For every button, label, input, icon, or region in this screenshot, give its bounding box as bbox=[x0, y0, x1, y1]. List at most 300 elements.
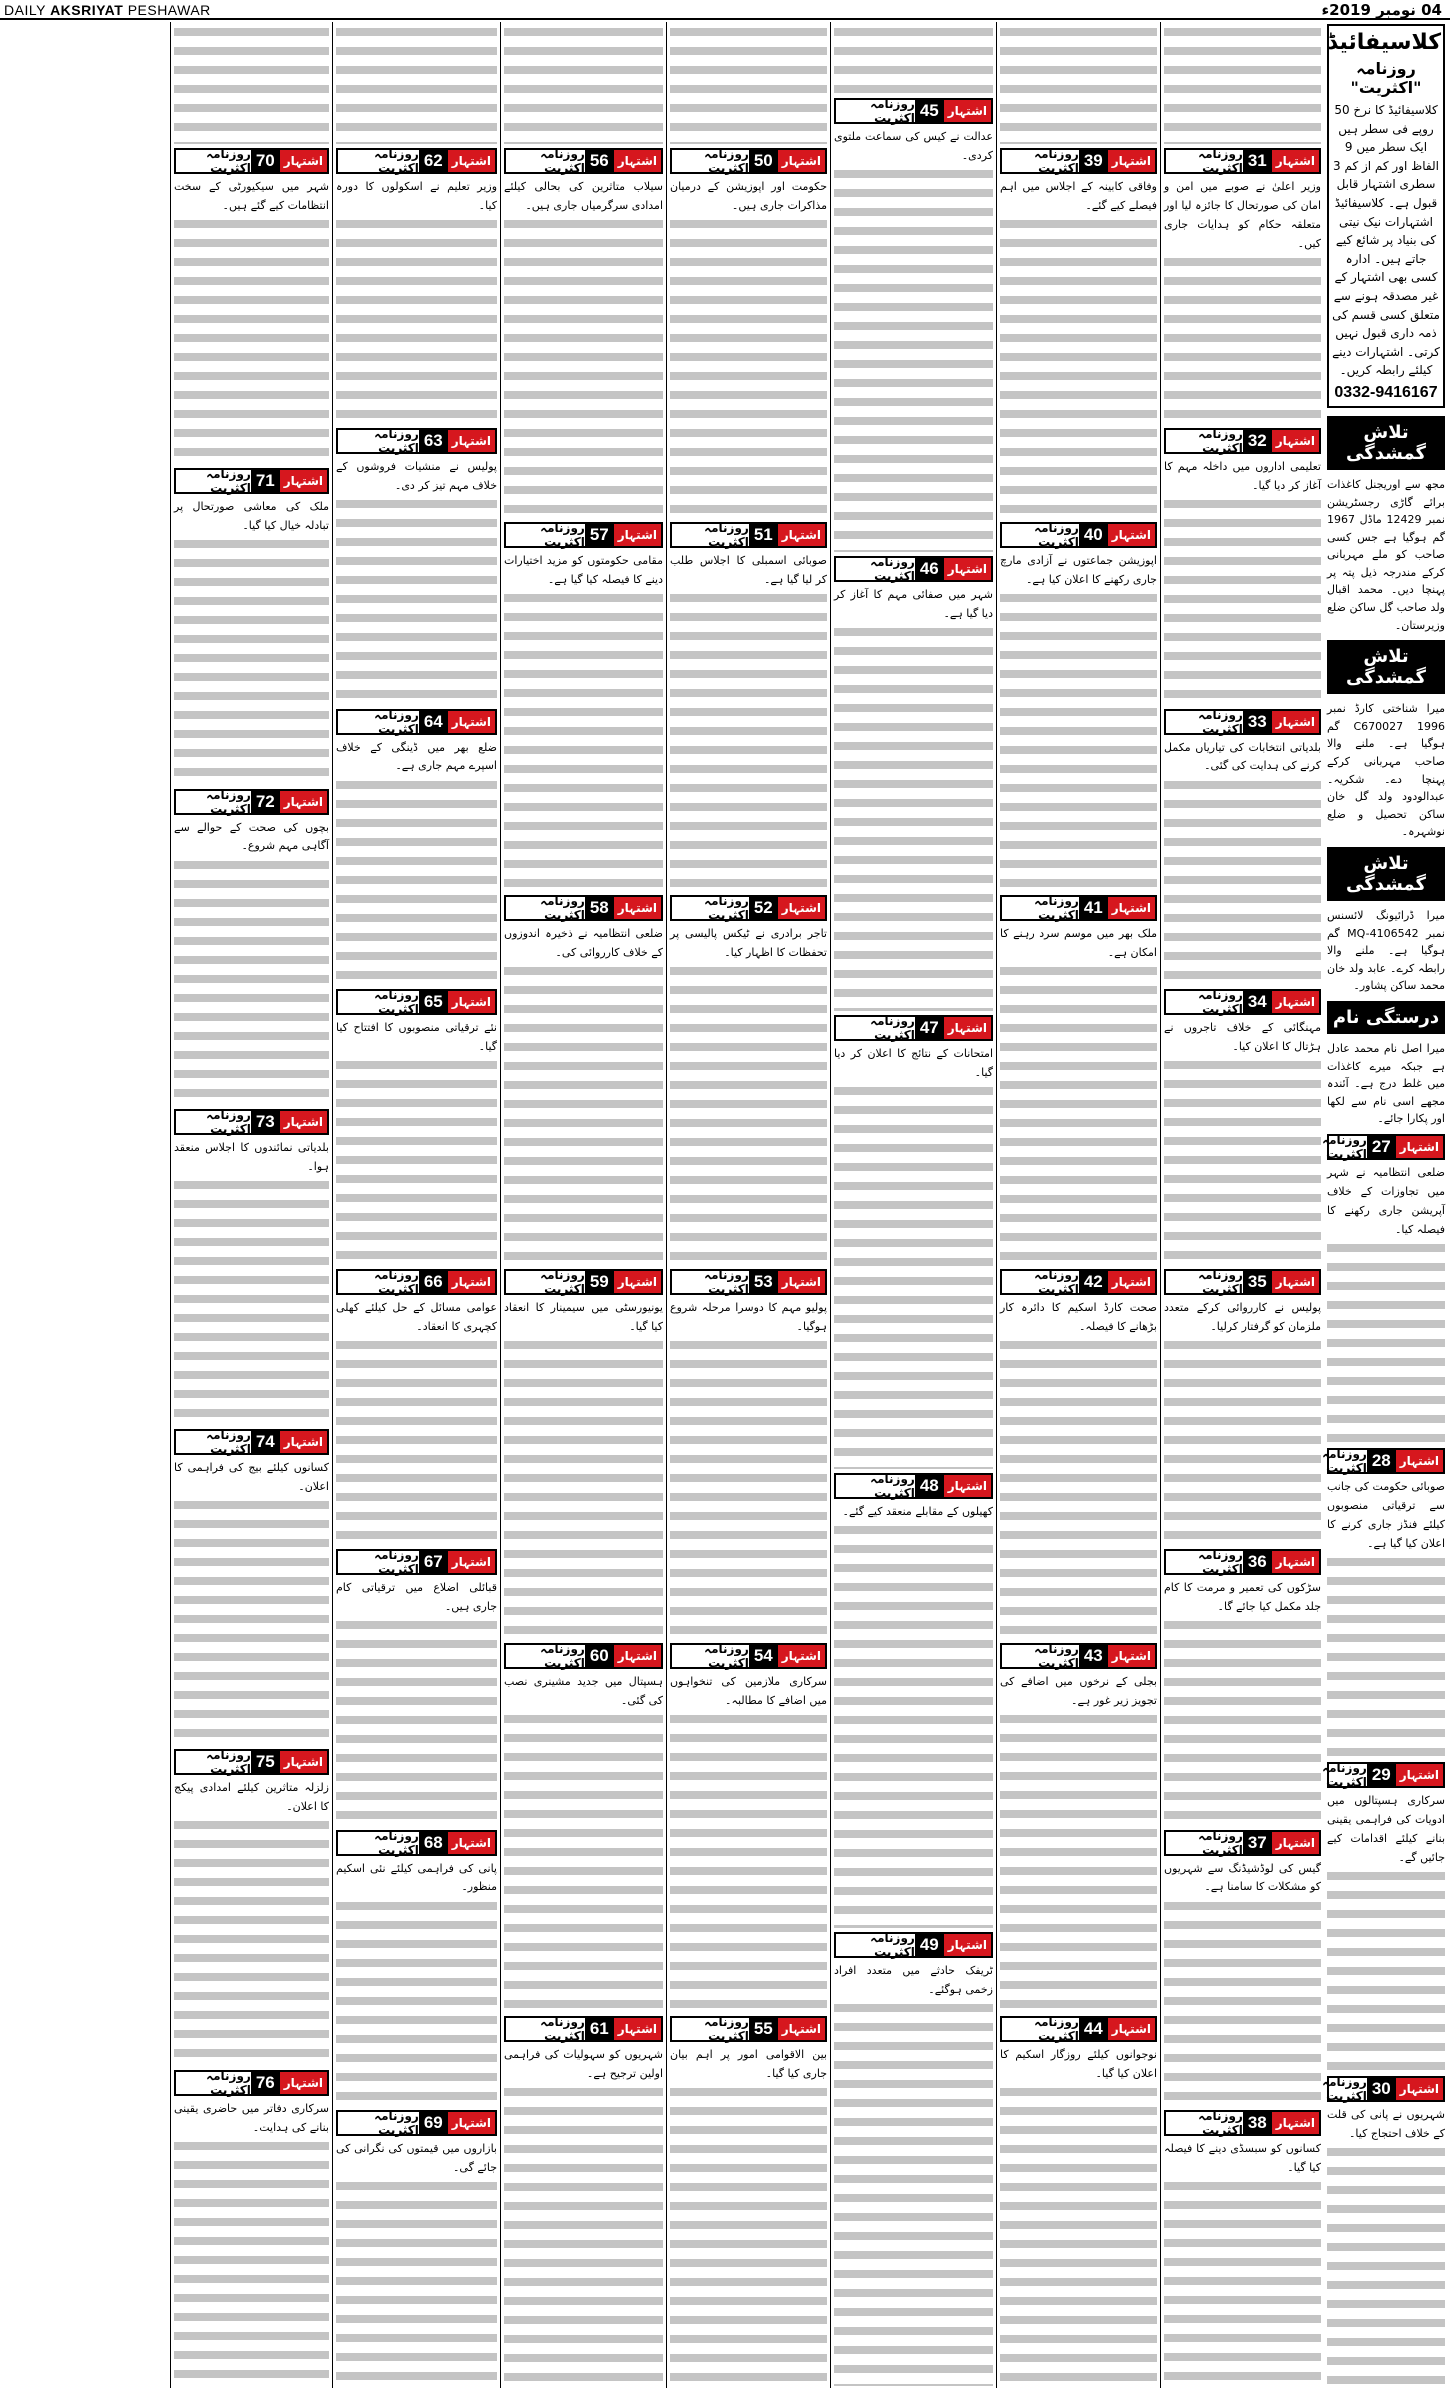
ad-number: 43 bbox=[1079, 1645, 1108, 1667]
ad-tag: اشتہار bbox=[1108, 1271, 1155, 1293]
ad-publisher-name: روزنامہ اکثریت bbox=[206, 147, 251, 175]
ad-tag: اشتہار bbox=[778, 897, 825, 919]
ad-text: پولیو مہم کا دوسرا مرحلہ شروع ہوگیا۔ bbox=[670, 1299, 827, 1337]
ad-text-block bbox=[1000, 178, 1157, 518]
ad-publisher-name: روزنامہ اکثریت bbox=[1034, 1641, 1079, 1670]
ad-publisher-name: روزنامہ اکثریت bbox=[206, 2068, 251, 2097]
ad-text: سیلاب متاثرین کی بحالی کیلئے امدادی سرگرمیاں جاری ہیں۔ bbox=[504, 178, 663, 216]
ad-text-block bbox=[504, 1299, 663, 1639]
ad-text-block bbox=[834, 586, 993, 1010]
ad-tag: اشتہار bbox=[280, 2072, 327, 2094]
ad-label-box bbox=[504, 1269, 663, 1295]
ad-publisher-name: روزنامہ اکثریت bbox=[1034, 1268, 1079, 1297]
ad-tag: اشتہار bbox=[1108, 1645, 1155, 1667]
ad-text: اپوزیشن جماعتوں نے آزادی مارچ جاری رکھنے کا اعلان کیا ہے۔ bbox=[1000, 552, 1157, 590]
ad-number: 62 bbox=[419, 150, 448, 172]
lost-notice-text: میرا ڈرائیونگ لائسنس نمبر MQ-4106542 گم ہوگیا ہے۔ ملنے والا رابطہ کرے۔ عابد ولد خان محمد ساکن پشاور۔ bbox=[1327, 909, 1445, 993]
ad-label-box bbox=[1164, 148, 1321, 174]
ad-text-lines bbox=[670, 1673, 827, 2013]
ad-tag: اشتہار bbox=[944, 558, 991, 580]
brand-name: AKSRIYAT bbox=[50, 2, 124, 18]
ad-number: 76 bbox=[251, 2072, 280, 2094]
ad-publisher-name: روزنامہ اکثریت bbox=[870, 1930, 915, 1959]
ad-text-block bbox=[174, 24, 329, 144]
ad-text-block bbox=[834, 1045, 993, 1469]
ad-label-box bbox=[670, 2016, 827, 2042]
ad-text-block bbox=[336, 2140, 497, 2386]
ad-publisher-name: روزنامہ اکثریت bbox=[1322, 1446, 1367, 1475]
ad-publisher-name: روزنامہ اکثریت bbox=[704, 147, 749, 175]
ad-text: وفاقی کابینہ کے اجلاس میں اہم فیصلے کیے گئے۔ bbox=[1000, 178, 1157, 216]
ad-text: بلدیاتی انتخابات کی تیاریاں مکمل کرنے کی ہدایت کی گئی۔ bbox=[1164, 739, 1321, 777]
ad-text: سرکاری دفاتر میں حاضری یقینی بنانے کی ہدایت۔ bbox=[174, 2100, 329, 2138]
classified-column bbox=[1324, 22, 1448, 2388]
ad-publisher-name: روزنامہ اکثریت bbox=[704, 1641, 749, 1670]
ad-text-block bbox=[1327, 2106, 1445, 2386]
ad-tag: اشتہار bbox=[614, 1271, 661, 1293]
ad-number: 47 bbox=[915, 1017, 944, 1039]
ad-tag: اشتہار bbox=[778, 1271, 825, 1293]
ad-label-box bbox=[1000, 522, 1157, 548]
ad-text-lines bbox=[1000, 925, 1157, 1265]
ad-number: 65 bbox=[419, 991, 448, 1013]
ad-publisher-name: روزنامہ اکثریت bbox=[1198, 987, 1243, 1016]
newspaper-brand bbox=[4, 2, 211, 18]
ad-text: نئے ترقیاتی منصوبوں کا افتتاح کیا گیا۔ bbox=[336, 1019, 497, 1057]
ad-number: 32 bbox=[1243, 430, 1272, 452]
ad-text-lines bbox=[1327, 2106, 1445, 2386]
ad-number: 48 bbox=[915, 1475, 944, 1497]
ad-tag: اشتہار bbox=[448, 1551, 495, 1573]
ad-text: عدالت نے کیس کی سماعت ملتوی کردی۔ bbox=[834, 128, 993, 166]
ad-number: 67 bbox=[419, 1551, 448, 1573]
ad-column bbox=[500, 22, 666, 2388]
ad-text: تعلیمی اداروں میں داخلہ مہم کا آغاز کر دیا گیا۔ bbox=[1164, 458, 1321, 496]
ad-text-block bbox=[336, 1579, 497, 1825]
ad-number: 75 bbox=[251, 1751, 280, 1773]
ad-tag: اشتہار bbox=[448, 1832, 495, 1854]
ad-text-lines bbox=[174, 2100, 329, 2386]
ad-text-lines bbox=[1000, 1299, 1157, 1639]
ad-text-lines bbox=[1000, 552, 1157, 892]
ad-text: عوامی مسائل کے حل کیلئے کھلی کچہری کا انعقاد۔ bbox=[336, 1299, 497, 1337]
classified-body: کلاسیفائیڈ کا نرخ 50 روپے فی سطر ہیں ایک سطر میں 9 الفاظ اور کم از کم 3 سطری اشتہار قابل قبول ہے۔ کلاسیفائیڈ اشتہارات نیک نیتی کی بنیاد پر شائع کیے جاتے ہیں۔ ادارہ کسی بھی اشتہار کے غیر مصدقہ ہونے سے متعلق کسی قسم کی ذمہ داری قبول نہیں کرتی۔ اشتہارات دینے کیلئے رابطہ کریں۔ bbox=[1332, 103, 1440, 378]
ad-tag: اشتہار bbox=[1272, 1832, 1319, 1854]
ad-text: کسانوں کو سبسڈی دینے کا فیصلہ کیا گیا۔ bbox=[1164, 2140, 1321, 2178]
ad-text-lines bbox=[1164, 24, 1321, 144]
ad-label-box bbox=[1164, 1269, 1321, 1295]
ad-number: 46 bbox=[915, 558, 944, 580]
ad-text-block bbox=[174, 1139, 329, 1425]
ad-tag: اشتہار bbox=[448, 430, 495, 452]
ad-text: پولیس نے کارروائی کرکے متعدد ملزمان کو گرفتار کرلیا۔ bbox=[1164, 1299, 1321, 1337]
ad-label-box bbox=[834, 1015, 993, 1041]
ad-publisher-name: روزنامہ اکثریت bbox=[374, 427, 419, 456]
ad-text-block bbox=[1164, 2140, 1321, 2386]
ad-number: 28 bbox=[1367, 1450, 1396, 1472]
issue-date: 04 نومبر 2019ء bbox=[1321, 1, 1442, 19]
ad-tag: اشتہار bbox=[614, 897, 661, 919]
ad-label-box bbox=[1000, 1643, 1157, 1669]
ad-label-box bbox=[336, 428, 497, 454]
ad-text-block bbox=[504, 925, 663, 1265]
lost-notice-text: مجھ سے اوریجنل کاغذات برائے گاڑی رجسٹریشن نمبر 12429 ماڈل 1967 گم ہوگیا ہے جس کسی صاحب کو ملے مہربانی کرکے مندرجہ ذیل پتہ پر پہنچا دیں۔ محمد اقبال ولد صاحب گل ساکن ضلع وزیرستان۔ bbox=[1327, 477, 1445, 632]
ad-text-block bbox=[1164, 1299, 1321, 1545]
ad-label-box bbox=[1164, 1549, 1321, 1575]
ad-label-box bbox=[834, 556, 993, 582]
ad-tag: اشتہار bbox=[1396, 1136, 1443, 1158]
ad-number: 50 bbox=[749, 150, 778, 172]
ad-text: ٹریفک حادثے میں متعدد افراد زخمی ہوگئے۔ bbox=[834, 1962, 993, 2000]
ad-publisher-name: روزنامہ اکثریت bbox=[1322, 1132, 1367, 1161]
ad-number: 72 bbox=[251, 791, 280, 813]
ad-label-box bbox=[1000, 895, 1157, 921]
ad-text-lines bbox=[834, 1045, 993, 1469]
ad-text-lines bbox=[174, 178, 329, 464]
ad-publisher-name: روزنامہ اکثریت bbox=[704, 1268, 749, 1297]
ad-publisher-name: روزنامہ اکثریت bbox=[1034, 520, 1079, 549]
ad-text-lines bbox=[1000, 24, 1157, 144]
ad-text-block bbox=[1000, 552, 1157, 892]
ad-label-box bbox=[1164, 709, 1321, 735]
ad-publisher-name: روزنامہ اکثریت bbox=[1322, 2074, 1367, 2103]
ad-text-lines bbox=[834, 1962, 993, 2386]
name-change-text: میرا اصل نام محمد عادل ہے جبکہ میرے کاغذات میں غلط درج ہے۔ آئندہ مجھے اسی نام سے لکھا اور پکارا جائے۔ bbox=[1327, 1041, 1445, 1126]
ad-number: 58 bbox=[585, 897, 614, 919]
ad-text-block bbox=[336, 178, 497, 424]
ad-number: 40 bbox=[1079, 524, 1108, 546]
ad-label-box bbox=[174, 1429, 329, 1455]
ad-number: 56 bbox=[585, 150, 614, 172]
ad-text-lines bbox=[670, 552, 827, 892]
ad-label-box bbox=[504, 1643, 663, 1669]
ad-column bbox=[332, 22, 500, 2388]
ad-label-box bbox=[174, 148, 329, 174]
ad-number: 37 bbox=[1243, 1832, 1272, 1854]
ad-tag: اشتہار bbox=[448, 711, 495, 733]
ad-text: مقامی حکومتوں کو مزید اختیارات دینے کا فیصلہ کیا گیا ہے۔ bbox=[504, 552, 663, 590]
ad-label-box bbox=[670, 522, 827, 548]
ad-publisher-name: روزنامہ اکثریت bbox=[1034, 147, 1079, 175]
ad-number: 49 bbox=[915, 1934, 944, 1956]
ad-publisher-name: روزنامہ اکثریت bbox=[1198, 707, 1243, 736]
ad-text-block bbox=[670, 2046, 827, 2386]
ad-text-block bbox=[1164, 24, 1321, 144]
classified-subtitle: روزنامہ "اکثریت" bbox=[1350, 59, 1422, 97]
ad-publisher-name: روزنامہ اکثریت bbox=[540, 2015, 585, 2044]
ad-number: 38 bbox=[1243, 2112, 1272, 2134]
ad-label-box bbox=[174, 789, 329, 815]
ad-publisher-name: روزنامہ اکثریت bbox=[206, 1428, 251, 1457]
ad-publisher-name: روزنامہ اکثریت bbox=[704, 520, 749, 549]
ad-text-lines bbox=[834, 1503, 993, 1927]
ad-number: 66 bbox=[419, 1271, 448, 1293]
ad-text-block bbox=[174, 1459, 329, 1745]
ad-text-block bbox=[504, 2046, 663, 2386]
ad-number: 27 bbox=[1367, 1136, 1396, 1158]
ad-text-lines bbox=[670, 925, 827, 1265]
ad-text: کسانوں کیلئے بیج کی فراہمی کا اعلان۔ bbox=[174, 1459, 329, 1497]
ad-tag: اشتہار bbox=[944, 1934, 991, 1956]
ad-tag: اشتہار bbox=[1108, 897, 1155, 919]
lost-notice-title: تلاش گمشدگی bbox=[1327, 640, 1445, 694]
ad-tag: اشتہار bbox=[280, 1111, 327, 1133]
ad-text-lines bbox=[174, 1459, 329, 1745]
ad-tag: اشتہار bbox=[280, 150, 327, 172]
ad-text: گیس کی لوڈشیڈنگ سے شہریوں کو مشکلات کا سامنا ہے۔ bbox=[1164, 1860, 1321, 1898]
ad-publisher-name: روزنامہ اکثریت bbox=[1198, 1548, 1243, 1577]
ad-text: پانی کی فراہمی کیلئے نئی اسکیم منظور۔ bbox=[336, 1860, 497, 1898]
ad-number: 63 bbox=[419, 430, 448, 452]
ad-text-block bbox=[1327, 1164, 1445, 1444]
ad-text-lines bbox=[670, 1299, 827, 1639]
ad-text-lines bbox=[1000, 178, 1157, 518]
ad-text: پولیس نے منشیات فروشوں کے خلاف مہم تیز کر دی۔ bbox=[336, 458, 497, 496]
ad-text: شہریوں کو سہولیات کی فراہمی اولین ترجیح ہے۔ bbox=[504, 2046, 663, 2084]
ad-text: ملک بھر میں موسم سرد رہنے کا امکان ہے۔ bbox=[1000, 925, 1157, 963]
ad-number: 34 bbox=[1243, 991, 1272, 1013]
ad-tag: اشتہار bbox=[944, 1017, 991, 1039]
ad-label-box bbox=[336, 1269, 497, 1295]
ad-publisher-name: روزنامہ اکثریت bbox=[540, 1268, 585, 1297]
ad-number: 29 bbox=[1367, 1764, 1396, 1786]
ad-label-box bbox=[670, 1643, 827, 1669]
ad-text-lines bbox=[834, 586, 993, 1010]
ad-text-block bbox=[336, 1299, 497, 1545]
ad-text-lines bbox=[504, 24, 663, 144]
ad-column bbox=[830, 22, 996, 2388]
newspaper-page bbox=[2, 22, 1448, 2388]
ad-publisher-name: روزنامہ اکثریت bbox=[206, 1748, 251, 1777]
ad-publisher-name: روزنامہ اکثریت bbox=[374, 707, 419, 736]
ad-label-box bbox=[834, 1473, 993, 1499]
ad-label-box bbox=[504, 895, 663, 921]
ad-tag: اشتہار bbox=[614, 150, 661, 172]
ad-text-lines bbox=[504, 925, 663, 1265]
brand-prefix: DAILY bbox=[4, 2, 46, 18]
ad-text: نوجوانوں کیلئے روزگار اسکیم کا اعلان کیا گیا۔ bbox=[1000, 2046, 1157, 2084]
ad-text-block bbox=[336, 1019, 497, 1265]
ad-number: 54 bbox=[749, 1645, 778, 1667]
ad-publisher-name: روزنامہ اکثریت bbox=[374, 2108, 419, 2137]
classified-item-list bbox=[1322, 1130, 1445, 2386]
ad-number: 61 bbox=[585, 2018, 614, 2040]
ad-text: بلدیاتی نمائندوں کا اجلاس منعقد ہوا۔ bbox=[174, 1139, 329, 1177]
ad-text-block bbox=[1164, 1579, 1321, 1825]
ad-tag: اشتہار bbox=[1272, 711, 1319, 733]
ad-text: شہر میں صفائی مہم کا آغاز کر دیا گیا ہے۔ bbox=[834, 586, 993, 624]
ad-text-lines bbox=[1000, 1673, 1157, 2013]
ad-text-block bbox=[834, 1503, 993, 1927]
ad-text: ضلع بھر میں ڈینگی کے خلاف اسپرے مہم جاری ہے۔ bbox=[336, 739, 497, 777]
ad-text-block bbox=[1000, 24, 1157, 144]
ad-text: سرکاری ہسپتالوں میں ادویات کی فراہمی یقینی بنانے کیلئے اقدامات کیے جائیں گے۔ bbox=[1327, 1792, 1445, 1868]
ad-tag: اشتہار bbox=[1272, 1271, 1319, 1293]
ad-text: سڑکوں کی تعمیر و مرمت کا کام جلد مکمل کیا جائے گا۔ bbox=[1164, 1579, 1321, 1617]
ad-text-lines bbox=[670, 178, 827, 518]
ad-text-block bbox=[174, 178, 329, 464]
ad-publisher-name: روزنامہ اکثریت bbox=[1198, 147, 1243, 175]
ad-label-box bbox=[504, 148, 663, 174]
ad-tag: اشتہار bbox=[778, 2018, 825, 2040]
ad-number: 59 bbox=[585, 1271, 614, 1293]
ad-text: بین الاقوامی امور پر اہم بیان جاری کیا گیا۔ bbox=[670, 2046, 827, 2084]
ad-text-block bbox=[670, 178, 827, 518]
ad-label-box bbox=[1164, 2110, 1321, 2136]
ad-label-box bbox=[504, 522, 663, 548]
ad-label-box bbox=[1322, 2074, 1445, 2103]
ad-number: 60 bbox=[585, 1645, 614, 1667]
ad-label-box bbox=[1164, 428, 1321, 454]
ad-label-box bbox=[834, 98, 993, 124]
ad-text-block bbox=[1164, 458, 1321, 704]
ad-number: 57 bbox=[585, 524, 614, 546]
ad-publisher-name: روزنامہ اکثریت bbox=[870, 1472, 915, 1501]
ad-tag: اشتہار bbox=[280, 1431, 327, 1453]
ad-number: 52 bbox=[749, 897, 778, 919]
ad-tag: اشتہار bbox=[448, 150, 495, 172]
ad-publisher-name: روزنامہ اکثریت bbox=[374, 1548, 419, 1577]
classified-title: کلاسیفائیڈ bbox=[1326, 30, 1441, 55]
ad-text-block bbox=[1000, 1299, 1157, 1639]
ad-text: امتحانات کے نتائج کا اعلان کر دیا گیا۔ bbox=[834, 1045, 993, 1083]
ad-number: 45 bbox=[915, 100, 944, 122]
ad-tag: اشتہار bbox=[1396, 1764, 1443, 1786]
ad-publisher-name: روزنامہ اکثریت bbox=[540, 147, 585, 175]
ad-label-box bbox=[670, 148, 827, 174]
ad-tag: اشتہار bbox=[1272, 991, 1319, 1013]
ad-text: زلزلہ متاثرین کیلئے امدادی پیکج کا اعلان۔ bbox=[174, 1779, 329, 1817]
ad-text: ملک کی معاشی صورتحال پر تبادلہ خیال کیا گیا۔ bbox=[174, 498, 329, 536]
ad-publisher-name: روزنامہ اکثریت bbox=[704, 894, 749, 923]
lost-notice-title: تلاش گمشدگی bbox=[1327, 416, 1445, 470]
ad-text-lines bbox=[174, 24, 329, 144]
ad-text-block bbox=[336, 24, 497, 144]
ad-publisher-name: روزنامہ اکثریت bbox=[206, 787, 251, 816]
ad-text-lines bbox=[504, 1299, 663, 1639]
ad-number: 53 bbox=[749, 1271, 778, 1293]
ad-label-box bbox=[504, 2016, 663, 2042]
ad-label-box bbox=[1000, 2016, 1157, 2042]
ad-number: 68 bbox=[419, 1832, 448, 1854]
ad-text-block bbox=[504, 1673, 663, 2013]
ad-publisher-name: روزنامہ اکثریت bbox=[1034, 2015, 1079, 2044]
ad-text-block bbox=[1000, 1673, 1157, 2013]
ad-publisher-name: روزنامہ اکثریت bbox=[1322, 1760, 1367, 1789]
ad-tag: اشتہار bbox=[1272, 1551, 1319, 1573]
ad-text-lines bbox=[174, 1779, 329, 2065]
ad-text-lines bbox=[504, 2046, 663, 2386]
ad-text-lines bbox=[1000, 2046, 1157, 2386]
ad-number: 31 bbox=[1243, 150, 1272, 172]
ad-text: بجلی کے نرخوں میں اضافے کی تجویز زیر غور ہے۔ bbox=[1000, 1673, 1157, 1711]
ad-number: 30 bbox=[1367, 2078, 1396, 2100]
ad-text-block bbox=[336, 739, 497, 985]
ad-text-block bbox=[834, 24, 993, 94]
ad-text-lines bbox=[174, 1139, 329, 1425]
ad-label-box bbox=[174, 468, 329, 494]
ad-publisher-name: روزنامہ اکثریت bbox=[1198, 2108, 1243, 2137]
ad-publisher-name: روزنامہ اکثریت bbox=[1198, 427, 1243, 456]
ad-text-block bbox=[670, 552, 827, 892]
ad-text: ضلعی انتظامیہ نے ذخیرہ اندوزوں کے خلاف کارروائی کی۔ bbox=[504, 925, 663, 963]
ad-tag: اشتہار bbox=[1396, 2078, 1443, 2100]
ad-tag: اشتہار bbox=[778, 1645, 825, 1667]
ad-text-block bbox=[834, 1962, 993, 2386]
ad-text: وزیر اعلیٰ نے صوبے میں امن و امان کی صورتحال کا جائزہ لیا اور متعلقہ حکام کو ہدایات جاری کیں۔ bbox=[1164, 178, 1321, 254]
ad-publisher-name: روزنامہ اکثریت bbox=[374, 987, 419, 1016]
ad-text-block bbox=[1164, 1860, 1321, 2106]
ad-label-box bbox=[1000, 148, 1157, 174]
ad-text-lines bbox=[670, 2046, 827, 2386]
ad-text: وزیر تعلیم نے اسکولوں کا دورہ کیا۔ bbox=[336, 178, 497, 216]
ad-label-box bbox=[336, 2110, 497, 2136]
ad-text: حکومت اور اپوزیشن کے درمیان مذاکرات جاری ہیں۔ bbox=[670, 178, 827, 216]
ad-text-lines bbox=[174, 498, 329, 784]
ad-text: صوبائی اسمبلی کا اجلاس طلب کر لیا گیا ہے۔ bbox=[670, 552, 827, 590]
ad-text-lines bbox=[504, 178, 663, 518]
ad-publisher-name: روزنامہ اکثریت bbox=[704, 2015, 749, 2044]
ad-text-lines bbox=[834, 24, 993, 94]
brand-city: PESHAWAR bbox=[127, 2, 211, 18]
ad-text: شہریوں نے پانی کی قلت کے خلاف احتجاج کیا۔ bbox=[1327, 2106, 1445, 2144]
ad-number: 42 bbox=[1079, 1271, 1108, 1293]
ad-text-lines bbox=[834, 128, 993, 552]
ad-number: 36 bbox=[1243, 1551, 1272, 1573]
ad-tag: اشتہار bbox=[614, 1645, 661, 1667]
ad-text: مہنگائی کے خلاف تاجروں نے ہڑتال کا اعلان کیا۔ bbox=[1164, 1019, 1321, 1057]
ad-publisher-name: روزنامہ اکثریت bbox=[540, 1641, 585, 1670]
ad-text-block bbox=[834, 128, 993, 552]
ad-text-block bbox=[504, 178, 663, 518]
ad-publisher-name: روزنامہ اکثریت bbox=[374, 147, 419, 175]
ad-tag: اشتہار bbox=[1108, 150, 1155, 172]
ad-text: ضلعی انتظامیہ نے شہر میں تجاوزات کے خلاف آپریشن جاری رکھنے کا فیصلہ کیا۔ bbox=[1327, 1164, 1445, 1240]
ad-text-block bbox=[174, 2100, 329, 2386]
ad-tag: اشتہار bbox=[614, 524, 661, 546]
ad-label-box bbox=[336, 1830, 497, 1856]
ad-text-block bbox=[1164, 1019, 1321, 1265]
ad-text-block bbox=[504, 24, 663, 144]
ad-number: 39 bbox=[1079, 150, 1108, 172]
ad-text-lines bbox=[504, 552, 663, 892]
ad-text: ہسپتال میں جدید مشینری نصب کی گئی۔ bbox=[504, 1673, 663, 1711]
ad-publisher-name: روزنامہ اکثریت bbox=[870, 1013, 915, 1042]
ad-publisher-name: روزنامہ اکثریت bbox=[540, 894, 585, 923]
ad-tag: اشتہار bbox=[778, 524, 825, 546]
ad-number: 64 bbox=[419, 711, 448, 733]
ad-text-block bbox=[670, 1673, 827, 2013]
ad-text-block bbox=[1164, 739, 1321, 985]
ad-text-lines bbox=[504, 1673, 663, 2013]
ad-publisher-name: روزنامہ اکثریت bbox=[870, 97, 915, 125]
ad-label-box bbox=[1164, 1830, 1321, 1856]
ad-label-box bbox=[174, 1109, 329, 1135]
ad-tag: اشتہار bbox=[280, 470, 327, 492]
ad-column bbox=[666, 22, 830, 2388]
ad-tag: اشتہار bbox=[1108, 2018, 1155, 2040]
ad-publisher-name: روزنامہ اکثریت bbox=[870, 555, 915, 584]
ad-text-block bbox=[670, 1299, 827, 1639]
ad-tag: اشتہار bbox=[448, 1271, 495, 1293]
ad-publisher-name: روزنامہ اکثریت bbox=[1198, 1268, 1243, 1296]
lost-notice-title: تلاش گمشدگی bbox=[1327, 847, 1445, 901]
ad-text: یونیورسٹی میں سیمینار کا انعقاد کیا گیا۔ bbox=[504, 1299, 663, 1337]
ad-number: 69 bbox=[419, 2112, 448, 2134]
ad-column bbox=[996, 22, 1160, 2388]
classified-header bbox=[1327, 24, 1445, 408]
ad-tag: اشتہار bbox=[778, 150, 825, 172]
